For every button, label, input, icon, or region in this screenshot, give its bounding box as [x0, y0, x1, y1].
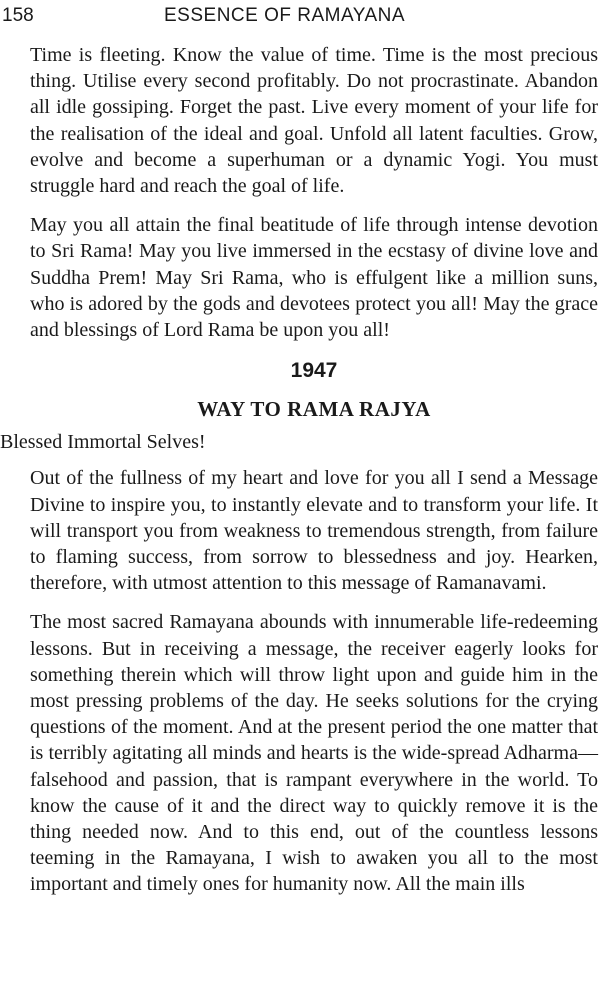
running-title: ESSENCE OF RAMAYANA [164, 5, 406, 26]
section-year: 1947 [290, 359, 338, 383]
body-text [0, 42, 598, 898]
paragraph-time-is-fleeting: Time is fleeting. Know the value of time. Time is the most precious thing. Utilise every second profitably. Do not procrastinate. Abandon all idle gossiping. Forget the past. Live every moment of your life for the realisation of the ideal and goal. Unfold all latent faculties. Grow, evolve and become a superhuman or a dynamic Yogi. You must struggle hard and reach the goal of life. [30, 44, 598, 198]
paragraph-spacer [30, 199, 598, 212]
paragraph-sacred-ramayana: The most sacred Ramayana abounds with innumerable life-redeeming lessons. But in receiving a message, the receiver eagerly looks for something therein which will throw light upon and guide him in the most pressing problems of the day. He seeks solutions for the crying questions of the moment. And at the present period the one matter that is terribly agitating all minds and hearts is the wide-spread Adharma—falsehood and passion, that is rampant everywhere in the world. To know the cause of it and the direct way to quickly remove it is the thing needed now. And to this end, out of the countless lessons teeming in the Ramayana, I wish to awaken you all to the most important and timely ones for humanity now. All the main ills [30, 611, 598, 896]
paragraph-spacer [30, 455, 598, 465]
running-header [0, 3, 600, 33]
paragraph-fullness-of-heart: Out of the fullness of my heart and love for you all I send a Message Divine to inspire you, to instantly elevate and to transform your life. It will transport you from weakness to tremendous strength, from failure to flaming success, from sorrow to blessedness and joy. Hearken, therefore, with utmost attention to this message of Ramanavami. [30, 467, 598, 595]
page-number: 158 [2, 5, 34, 26]
section-title: WAY TO RAMA RAJYA [197, 397, 431, 422]
paragraph-spacer [30, 596, 598, 609]
paragraph-final-beatitude: May you all attain the final beatitude of life through intense devotion to Sri Rama! May you live immersed in the ecstasy of divine love and Suddha Prem! May Sri Rama, who is effulgent like a million suns, who is adored by the gods and devotees protect you all! May the grace and blessings of Lord Rama be upon you all! [30, 214, 598, 342]
salutation: Blessed Immortal Selves! [0, 431, 206, 454]
